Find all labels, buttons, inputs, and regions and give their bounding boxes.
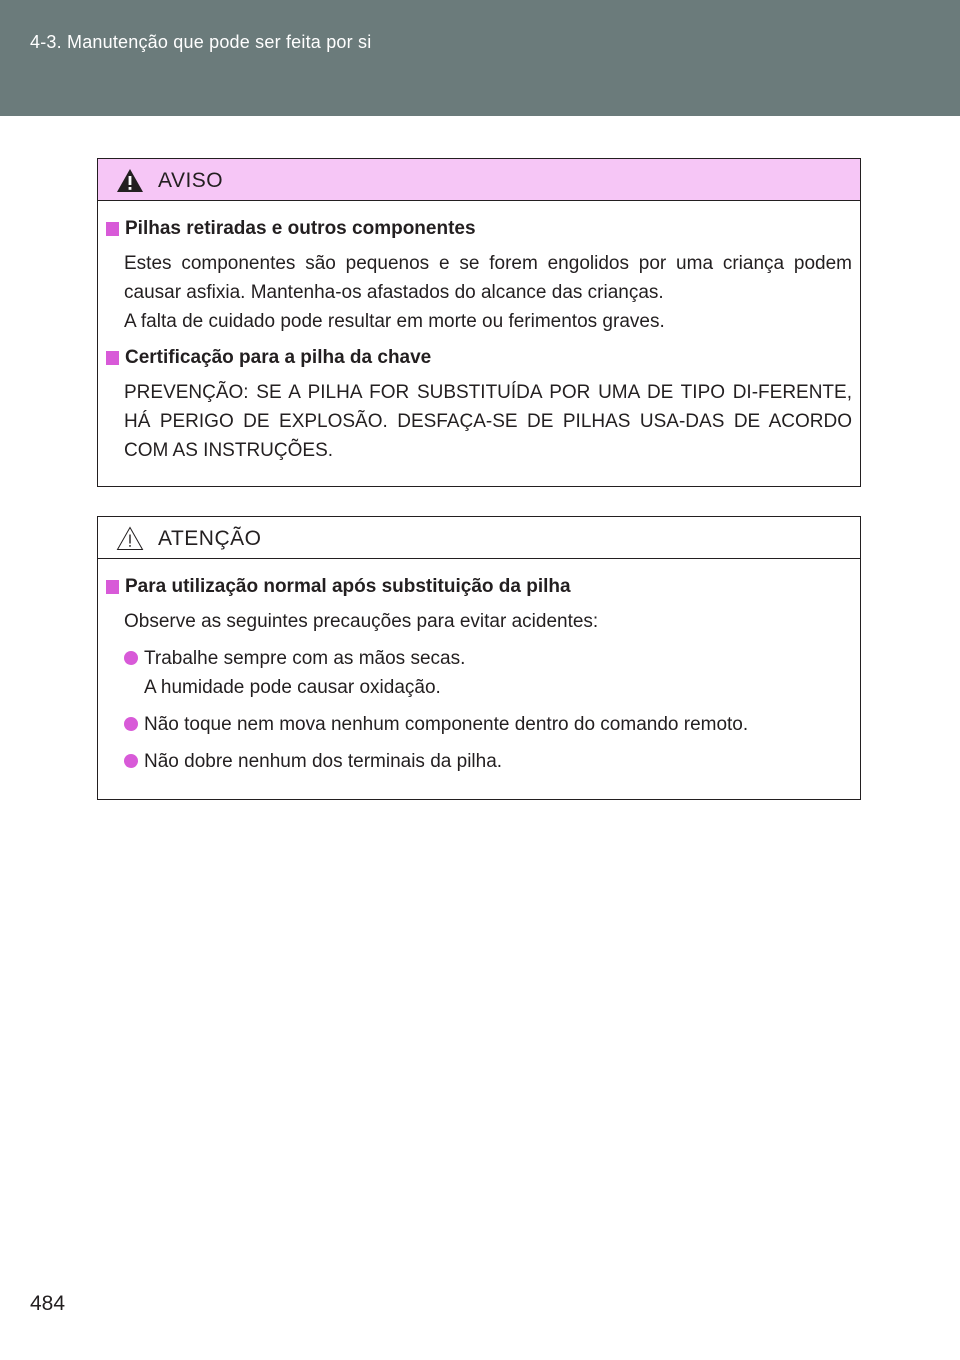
round-bullet-icon bbox=[124, 717, 138, 731]
paragraph-line: Observe as seguintes precauções para evitar acidentes: bbox=[124, 611, 599, 632]
square-bullet-icon bbox=[106, 580, 119, 594]
square-bullet-icon bbox=[106, 351, 119, 365]
list-item-text bbox=[144, 710, 748, 739]
section-heading bbox=[106, 215, 852, 243]
atencao-body bbox=[98, 559, 860, 776]
list-item bbox=[124, 644, 852, 702]
section-heading-text: Certificação para a pilha da chave bbox=[125, 347, 432, 368]
paragraph-line: PREVENÇÃO: SE A PILHA FOR SUBSTITUÍDA POR UMA DE TIPO DI-FERENTE, HÁ PERIGO DE EXPLOSÃO. DESFAÇA-SE DE PILHAS USA-DAS DE ACORDO COM AS INSTRUÇÕES. bbox=[124, 382, 852, 461]
section-heading-text: Pilhas retiradas e outros componentes bbox=[125, 218, 476, 239]
page-header bbox=[0, 0, 960, 116]
section-heading bbox=[106, 573, 852, 601]
aviso-header bbox=[98, 159, 860, 201]
list-item-line: A humidade pode causar oxidação. bbox=[144, 677, 441, 698]
paragraph-line: Estes componentes são pequenos e se forem engolidos por uma criança podem causar asfixia. Mantenha-os afastados do alcance das crianças. bbox=[124, 253, 852, 303]
section-paragraph bbox=[124, 378, 852, 465]
list-item-line: Não toque nem mova nenhum componente dentro do comando remoto. bbox=[144, 714, 749, 735]
round-bullet-icon bbox=[124, 651, 138, 665]
section-heading bbox=[106, 344, 852, 372]
atencao-box bbox=[97, 516, 861, 800]
page-number: 484 bbox=[30, 1292, 66, 1315]
section-intro bbox=[124, 607, 852, 636]
list-item bbox=[124, 747, 852, 776]
aviso-title: AVISO bbox=[158, 169, 224, 192]
atencao-header bbox=[98, 517, 860, 559]
list-item-line: Não dobre nenhum dos terminais da pilha. bbox=[144, 751, 503, 772]
list-item-text bbox=[144, 644, 465, 702]
square-bullet-icon bbox=[106, 222, 119, 236]
list-item-text bbox=[144, 747, 502, 776]
breadcrumb: 4-3. Manutenção que pode ser feita por si bbox=[30, 32, 372, 52]
round-bullet-icon bbox=[124, 754, 138, 768]
section-paragraph bbox=[124, 249, 852, 336]
warning-filled-icon bbox=[116, 168, 144, 193]
aviso-body bbox=[98, 201, 860, 465]
warning-outline-icon bbox=[116, 526, 144, 551]
atencao-title: ATENÇÃO bbox=[158, 527, 262, 550]
list-item bbox=[124, 710, 852, 739]
aviso-box bbox=[97, 158, 861, 487]
paragraph-line: A falta de cuidado pode resultar em morte ou ferimentos graves. bbox=[124, 311, 665, 332]
section-heading-text: Para utilização normal após substituição da pilha bbox=[125, 576, 571, 597]
list-item-line: Trabalhe sempre com as mãos secas. bbox=[144, 648, 466, 669]
